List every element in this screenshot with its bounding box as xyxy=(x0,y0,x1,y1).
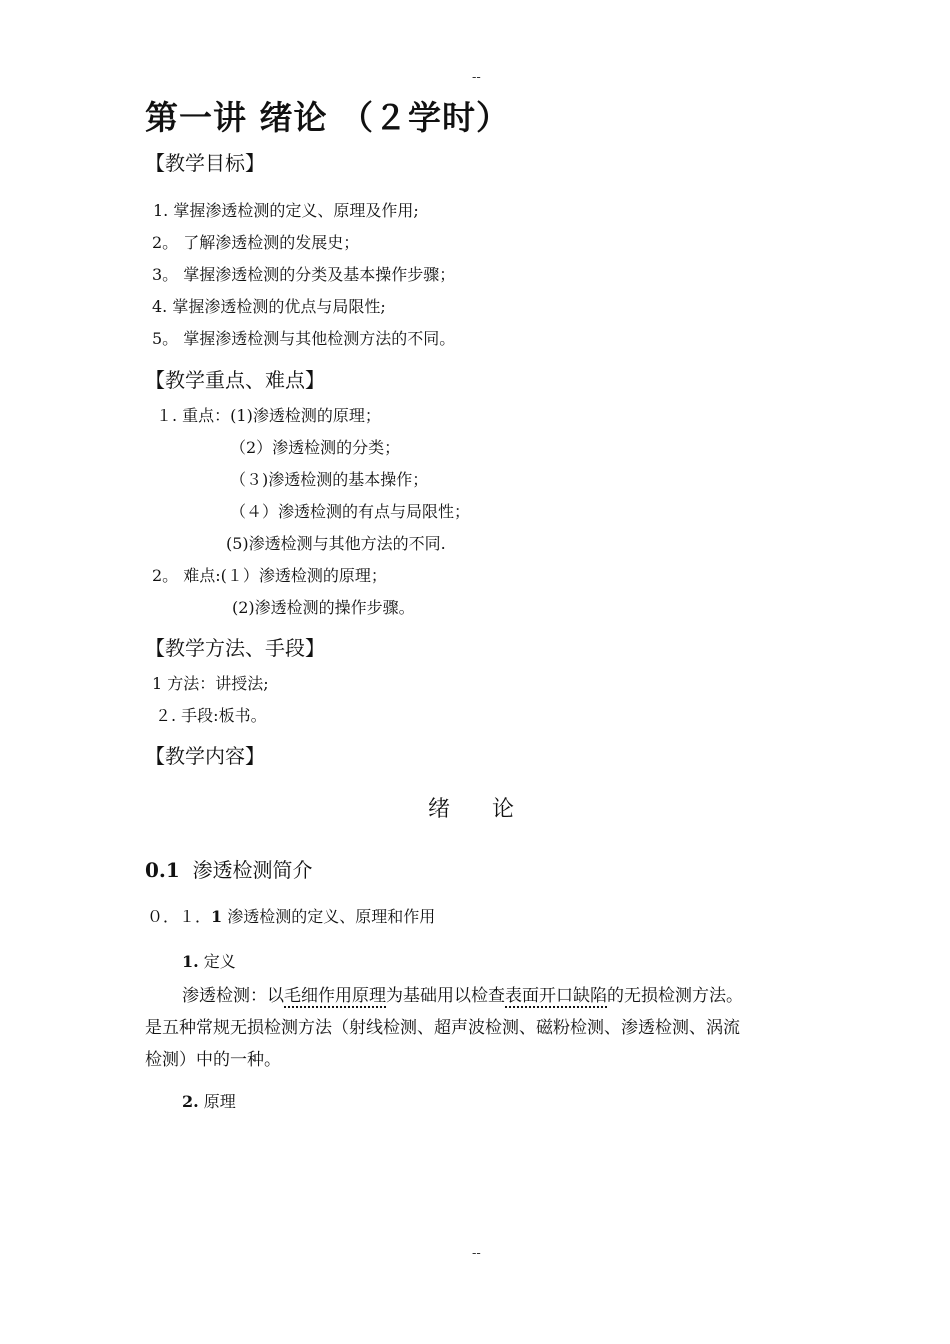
goal-item-4: 4. 掌握渗透检测的优点与局限性; xyxy=(152,297,386,316)
definition-paragraph-line-2: 是五种常规无损检测方法（射线检测、超声波检测、磁粉检测、渗透检测、涡流 xyxy=(145,1018,740,1038)
definition-paragraph-line-3: 检测）中的一种。 xyxy=(145,1050,281,1070)
goal-item-2: 2。 了解渗透检测的发展史； xyxy=(152,233,360,252)
subsection-number: 1 xyxy=(211,907,223,926)
page-mark-bottom: -- xyxy=(472,1246,481,1261)
section-heading xyxy=(145,854,313,883)
definition-emphasis-capillary: 毛细作用原理 xyxy=(284,986,386,1006)
methods-heading: 【教学方法、手段】 xyxy=(145,636,325,660)
method-item-1: 1 方法：讲授法; xyxy=(152,674,269,693)
goal-item-5: 5。 掌握渗透检测与其他检测方法的不同。 xyxy=(152,329,456,348)
principle-number: 2. xyxy=(182,1092,199,1111)
page-title: 第一讲 绪论 （２学时） xyxy=(145,98,510,137)
definition-text: 的无损检测方法。 xyxy=(607,986,743,1006)
page-mark-top: -- xyxy=(472,70,481,85)
definition-text: 渗透检测：以 xyxy=(182,986,284,1006)
subsection-heading xyxy=(147,904,435,927)
keypoints-heading: 【教学重点、难点】 xyxy=(145,368,325,392)
definition-heading xyxy=(182,949,236,972)
keypoint-line-4: （４）渗透检测的有点与局限性； xyxy=(230,502,471,521)
definition-text: 为基础用以检查 xyxy=(386,986,505,1006)
definition-number: 1. xyxy=(182,952,199,971)
method-item-2: ２. 手段:板书。 xyxy=(155,706,267,725)
keypoint-line-2: （2）渗透检测的分类； xyxy=(230,438,401,457)
subsection-prefix: ０．１． xyxy=(147,907,212,926)
keypoint-line-7: (2)渗透检测的操作步骤。 xyxy=(232,598,415,617)
keypoint-line-1: １. 重点：(1)渗透检测的原理； xyxy=(156,406,381,425)
goals-heading: 【教学目标】 xyxy=(145,151,265,175)
lecture-center-title: 绪 论 xyxy=(428,797,514,822)
definition-paragraph-line-1 xyxy=(182,981,743,1006)
keypoint-line-5: (5)渗透检测与其他方法的不同. xyxy=(226,534,446,553)
keypoint-line-3: （３)渗透检测的基本操作； xyxy=(230,470,429,489)
content-heading: 【教学内容】 xyxy=(145,744,265,768)
principle-heading xyxy=(182,1089,236,1112)
section-title: 渗透检测简介 xyxy=(192,858,313,882)
section-number: 0.1 xyxy=(145,858,180,882)
principle-title: 原理 xyxy=(203,1092,236,1111)
goal-item-3: 3。 掌握渗透检测的分类及基本操作步骤； xyxy=(152,265,456,284)
definition-title: 定义 xyxy=(203,952,236,971)
definition-emphasis-surface-defect: 表面开口缺陷 xyxy=(505,986,607,1006)
keypoint-line-6: 2。 难点:(１）渗透检测的原理； xyxy=(152,566,387,585)
subsection-title: 渗透检测的定义、原理和作用 xyxy=(227,907,436,926)
goal-item-1: 1. 掌握渗透检测的定义、原理及作用; xyxy=(153,201,419,220)
